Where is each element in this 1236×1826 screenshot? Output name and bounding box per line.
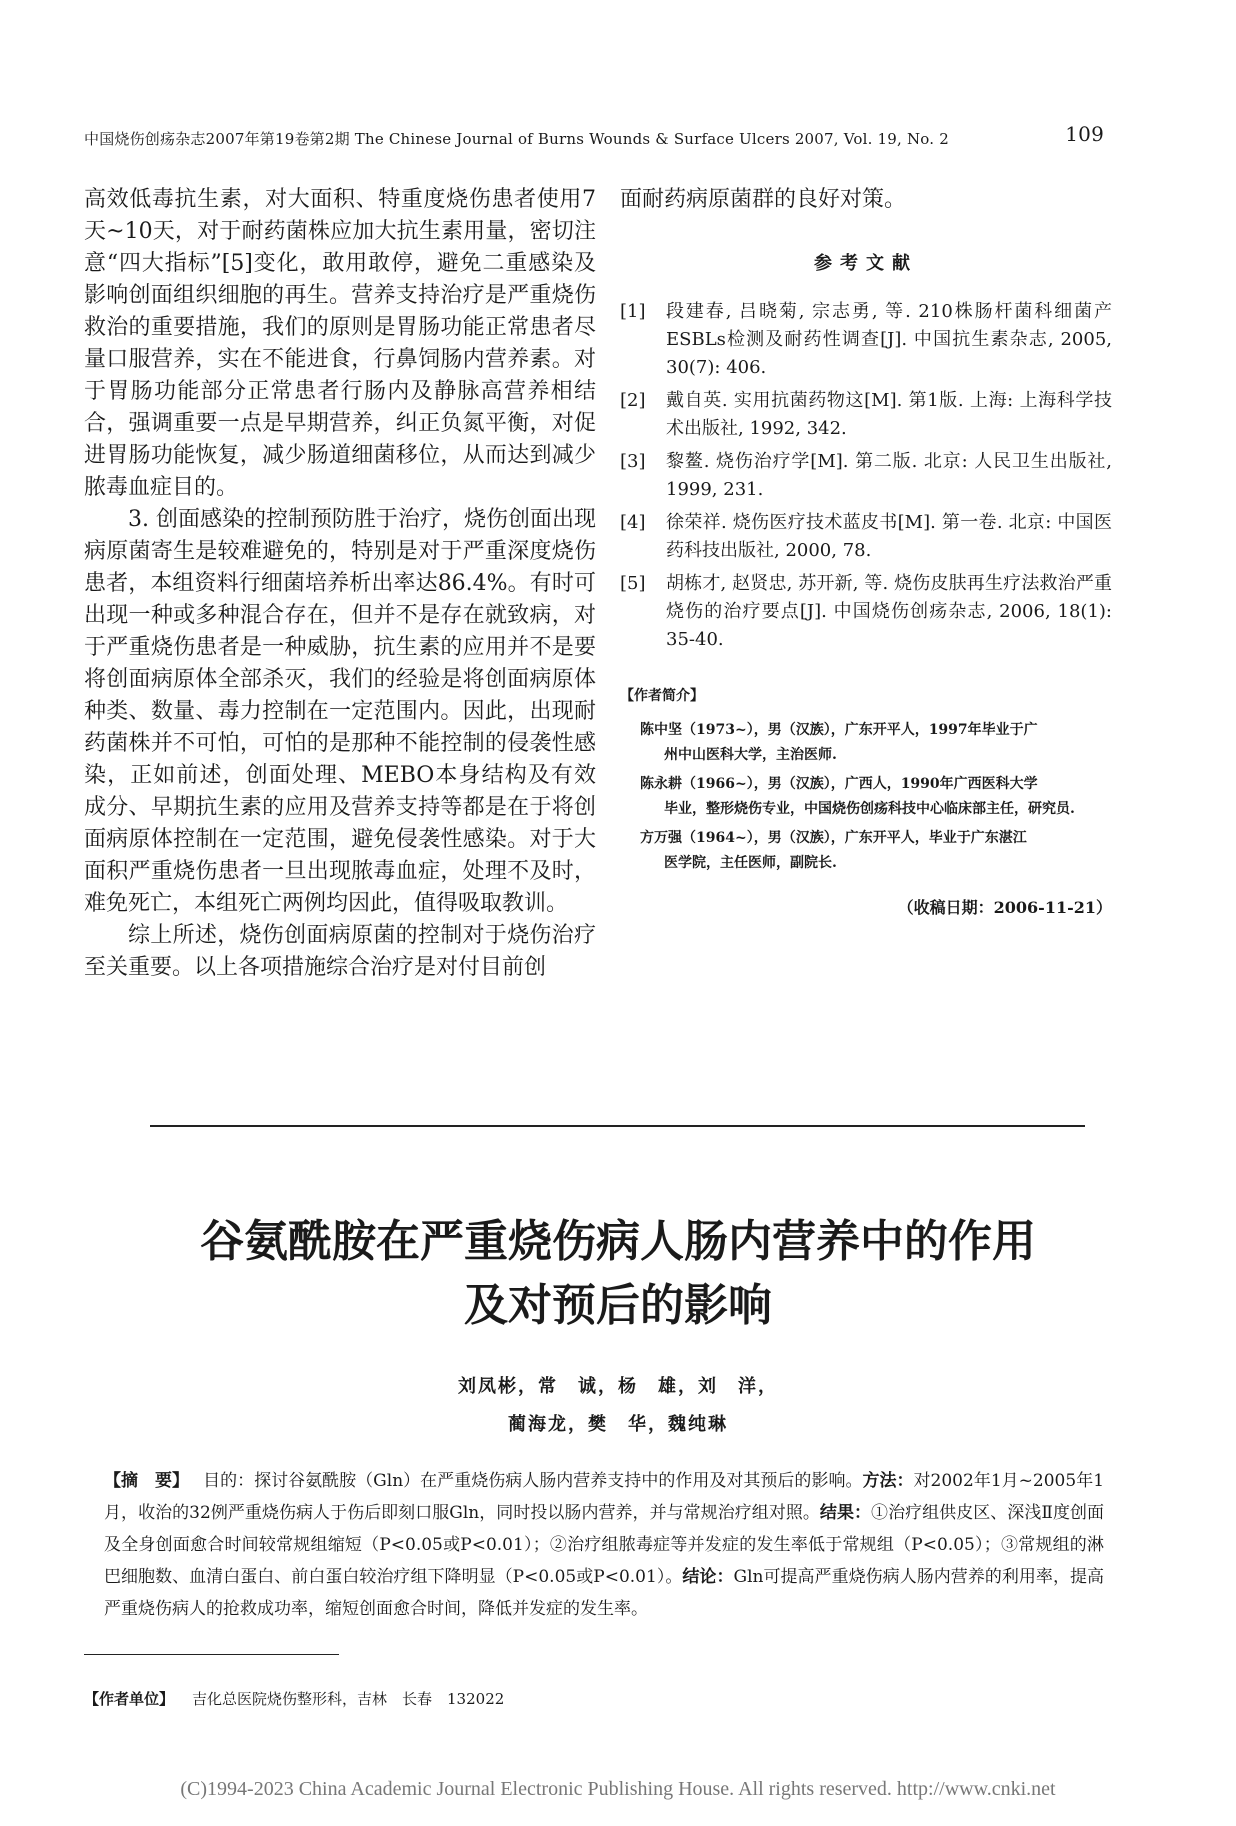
reference-item: [3] 黎鳌. 烧伤治疗学[M]. 第二版. 北京: 人民卫生出版社, 1999, 231. <box>620 451 1112 500</box>
author-intro-heading: 【作者简介】 <box>620 688 704 704</box>
section-divider <box>150 1125 1085 1127</box>
right-column <box>620 184 1112 924</box>
abstract-label: 【摘 要】 <box>104 1471 190 1491</box>
body-paragraph: 面耐药病原菌群的良好对策。 <box>620 187 907 212</box>
left-column <box>84 184 596 984</box>
journal-header: 中国烧伤创疡杂志2007年第19卷第2期 The Chinese Journal of Burns Wounds & Surface Ulcers 2007, Vol. 19, No. 2 <box>84 130 949 148</box>
running-header <box>84 122 1104 152</box>
reference-list <box>620 298 1112 654</box>
reference-item: [1] 段建春, 吕晓菊, 宗志勇, 等. 210株肠杆菌科细菌产ESBLs检测及耐药性调查[J]. 中国抗生素杂志, 2005, 30(7): 406. <box>620 301 1112 378</box>
reference-item: [4] 徐荣祥. 烧伤医疗技术蓝皮书[M]. 第一卷. 北京: 中国医药科技出版社, 2000, 78. <box>620 512 1112 561</box>
page-number: 109 <box>1065 122 1104 146</box>
author-intro-item: 陈永耕（1966~），男（汉族），广西人，1990年广西医科大学 毕业，整形烧伤专业，中国烧伤创疡科技中心临床部主任，研究员. <box>640 776 1075 817</box>
author-intro-item: 陈中坚（1973~），男（汉族），广东开平人，1997年毕业于广 州中山医科大学，主治医师. <box>640 722 1038 763</box>
author-intro-item: 方万强（1964~），男（汉族），广东开平人，毕业于广东湛江 医学院，主任医师，副院长. <box>640 830 1027 871</box>
footnote-rule <box>84 1654 339 1655</box>
body-paragraph: 3. 创面感染的控制预防胜于治疗，烧伤创面出现病原菌寄生是较难避免的，特别是对于严重深度烧伤患者，本组资料行细菌培养析出率达86.4%。有时可出现一种或多种混合存在，但并不是存在就致病，对于严重烧伤患者是一种威胁，抗生素的应用并不是要将创面病原体全部杀灭，我们的经验是将创面病原体种类、数量、毒力控制在一定范围内。因此，出现耐药菌株并不可怕，可怕的是那种不能控制的侵袭性感染，正如前述，创面处理、MEBO本身结构及有效成分、早期抗生素的应用及营养支持等都是在于将创面病原体控制在一定范围，避免侵袭性感染。对于大面积严重烧伤患者一旦出现脓毒血症，处理不及时，难免死亡，本组死亡两例均因此，值得吸取教训。 <box>84 507 596 916</box>
abstract: 【摘 要】 目的：探讨谷氨酰胺（Gln）在严重烧伤病人肠内营养支持中的作用及对其预后的影响。方法：对2002年1月~2005年1月，收治的32例严重烧伤病人于伤后即刻口服Gln，同时投以肠内营养，并与常规治疗组对照。结果：①治疗组供皮区、深浅Ⅱ度创面及全身创面愈合时间较常规组缩短（P<0.05或P<0.01）；②治疗组脓毒症等并发症的发生率低于常规组（P<0.05）；③常规组的淋巴细胞数、血清白蛋白、前白蛋白较治疗组下降明显（P<0.05或P<0.01）。结论：Gln可提高严重烧伤病人肠内营养的利用率，提高严重烧伤病人的抢救成功率，缩短创面愈合时间，降低并发症的发生率。 <box>104 1471 1105 1619</box>
article-title: 谷氨酰胺在严重烧伤病人肠内营养中的作用 及对预后的影响 <box>200 1216 1036 1331</box>
body-paragraph: 高效低毒抗生素，对大面积、特重度烧伤患者使用7天~10天，对于耐药菌株应加大抗生素用量，密切注意“四大指标”[5]变化，敢用敢停，避免二重感染及影响创面组织细胞的再生。营养支持治疗是严重烧伤救治的重要措施，我们的原则是胃肠功能正常患者尽量口服营养，实在不能进食，行鼻饲肠内营养素。对于胃肠功能部分正常患者行肠内及静脉高营养相结合，强调重要一点是早期营养，纠正负氮平衡，对促进胃肠功能恢复，减少肠道细菌移位，从而达到减少脓毒血症目的。 <box>84 187 596 500</box>
author-affiliation: 【作者单位】 吉化总医院烧伤整形科，吉林 长春 132022 <box>84 1690 505 1708</box>
copyright-footer: (C)1994-2023 China Academic Journal Electronic Publishing House. All rights reserved. http://www.cnki.net <box>180 1778 1056 1800</box>
reference-item: [5] 胡栋才, 赵贤忠, 苏开新, 等. 烧伤皮肤再生疗法救治严重烧伤的治疗要点[J]. 中国烧伤创疡杂志, 2006, 18(1): 35-40. <box>620 573 1112 650</box>
received-date: （收稿日期：2006-11-21） <box>897 898 1112 917</box>
references-heading: 参考文献 <box>814 253 918 274</box>
reference-item: [2] 戴自英. 实用抗菌药物这[M]. 第1版. 上海: 上海科学技术出版社, 1992, 342. <box>620 390 1112 439</box>
body-paragraph: 综上所述，烧伤创面病原菌的控制对于烧伤治疗至关重要。以上各项措施综合治疗是对付目前创 <box>84 923 596 980</box>
article-authors: 刘凤彬，常 诚，杨 雄，刘 洋， 蔺海龙，樊 华，魏纯琳 <box>458 1376 778 1435</box>
